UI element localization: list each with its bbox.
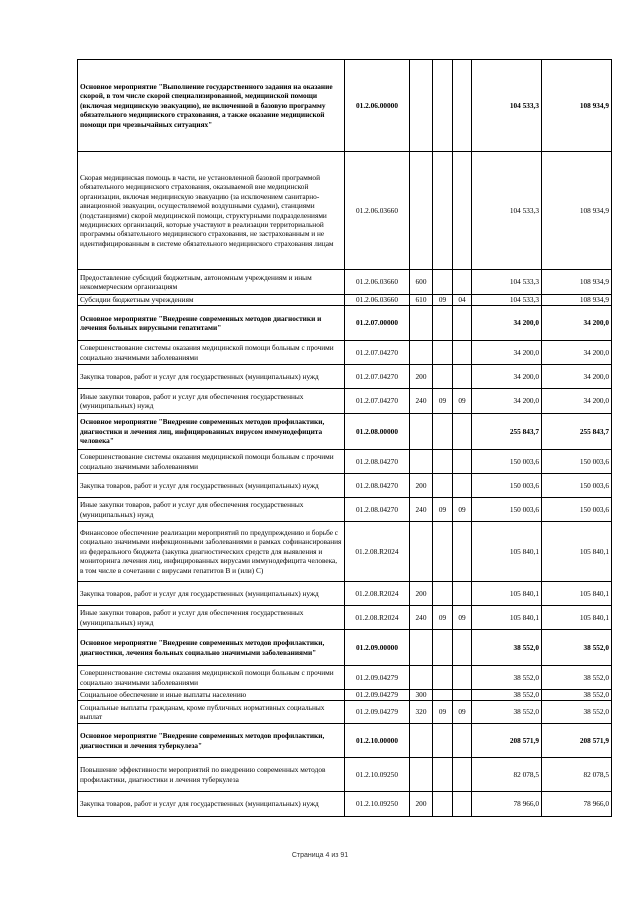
rz-cell xyxy=(433,306,453,341)
sum-2026-cell: 208 571,9 xyxy=(542,724,612,758)
pr-cell xyxy=(453,365,472,389)
table-row xyxy=(78,450,612,474)
sum-2026-cell: 108 934,9 xyxy=(542,270,612,295)
main-activity-row xyxy=(78,724,612,758)
sum-2026-cell: 150 003,6 xyxy=(542,498,612,522)
vr-cell xyxy=(410,306,433,341)
sum-2026-cell: 38 552,0 xyxy=(542,690,612,701)
vr-cell: 300 xyxy=(410,690,433,701)
name-cell: Основное мероприятие "Внедрение современных методов диагностики и лечения больных вирусными гепатитами" xyxy=(78,306,345,341)
rz-cell xyxy=(433,152,453,270)
pr-cell xyxy=(453,306,472,341)
table-row xyxy=(78,341,612,365)
sum-2026-cell: 150 003,6 xyxy=(542,474,612,498)
code-cell: 01.2.06.00000 xyxy=(345,60,410,152)
pr-cell xyxy=(453,690,472,701)
main-activity-row xyxy=(78,630,612,666)
sum-2026-cell: 34 200,0 xyxy=(542,365,612,389)
rz-cell xyxy=(433,365,453,389)
vr-cell: 200 xyxy=(410,474,433,498)
sum-2026-cell: 255 843,7 xyxy=(542,414,612,450)
sum-2025-cell: 38 552,0 xyxy=(472,701,542,724)
code-cell: 01.2.10.09250 xyxy=(345,792,410,817)
sum-2025-cell: 34 200,0 xyxy=(472,389,542,414)
pr-cell xyxy=(453,724,472,758)
name-cell: Закупка товаров, работ и услуг для государственных (муниципальных) нужд xyxy=(78,792,345,817)
sum-2025-cell: 208 571,9 xyxy=(472,724,542,758)
code-cell: 01.2.08.04270 xyxy=(345,498,410,522)
rz-cell xyxy=(433,341,453,365)
table-body xyxy=(78,60,612,817)
rz-cell xyxy=(433,690,453,701)
vr-cell xyxy=(410,758,433,792)
pr-cell xyxy=(453,450,472,474)
name-cell: Закупка товаров, работ и услуг для государственных (муниципальных) нужд xyxy=(78,582,345,606)
table-row xyxy=(78,389,612,414)
pr-cell xyxy=(453,270,472,295)
sum-2026-cell: 108 934,9 xyxy=(542,60,612,152)
vr-cell xyxy=(410,341,433,365)
rz-cell xyxy=(433,270,453,295)
pr-cell xyxy=(453,792,472,817)
sum-2025-cell: 78 966,0 xyxy=(472,792,542,817)
code-cell: 01.2.06.03660 xyxy=(345,152,410,270)
rz-cell xyxy=(433,792,453,817)
name-cell: Основное мероприятие "Выполнение государственного задания на оказание скорой, в том числе скорой специализированной, медицинской помощи (включая медицинскую эвакуацию), не включенной в базовую программу обязательного медицинского страхования, а также оказание медицинской помощи при чрезвычайных ситуациях" xyxy=(78,60,345,152)
sum-2025-cell: 150 003,6 xyxy=(472,474,542,498)
vr-cell: 240 xyxy=(410,606,433,630)
name-cell: Иные закупки товаров, работ и услуг для обеспечения государственных (муниципальных) нужд xyxy=(78,389,345,414)
code-cell: 01.2.08.00000 xyxy=(345,414,410,450)
name-cell: Субсидии бюджетным учреждениям xyxy=(78,295,345,306)
sum-2026-cell: 105 840,1 xyxy=(542,582,612,606)
sum-2025-cell: 105 840,1 xyxy=(472,582,542,606)
code-cell: 01.2.07.00000 xyxy=(345,306,410,341)
pr-cell xyxy=(453,758,472,792)
rz-cell xyxy=(433,474,453,498)
pr-cell xyxy=(453,60,472,152)
pr-cell xyxy=(453,630,472,666)
sum-2025-cell: 150 003,6 xyxy=(472,498,542,522)
table-row xyxy=(78,701,612,724)
sum-2026-cell: 108 934,9 xyxy=(542,152,612,270)
sum-2026-cell: 82 078,5 xyxy=(542,758,612,792)
name-cell: Закупка товаров, работ и услуг для государственных (муниципальных) нужд xyxy=(78,365,345,389)
rz-cell xyxy=(433,450,453,474)
name-cell: Иные закупки товаров, работ и услуг для обеспечения государственных (муниципальных) нужд xyxy=(78,498,345,522)
name-cell: Закупка товаров, работ и услуг для государственных (муниципальных) нужд xyxy=(78,474,345,498)
sum-2025-cell: 105 840,1 xyxy=(472,522,542,582)
vr-cell: 240 xyxy=(410,498,433,522)
name-cell: Совершенствование системы оказания медицинской помощи больным с прочими социально значимыми заболеваниями xyxy=(78,450,345,474)
rz-cell: 09 xyxy=(433,701,453,724)
rz-cell: 09 xyxy=(433,389,453,414)
main-activity-row xyxy=(78,414,612,450)
vr-cell xyxy=(410,522,433,582)
sum-2026-cell: 34 200,0 xyxy=(542,341,612,365)
sum-2026-cell: 108 934,9 xyxy=(542,295,612,306)
sum-2025-cell: 34 200,0 xyxy=(472,365,542,389)
code-cell: 01.2.06.03660 xyxy=(345,270,410,295)
sum-2025-cell: 104 533,3 xyxy=(472,152,542,270)
vr-cell: 610 xyxy=(410,295,433,306)
table-row xyxy=(78,295,612,306)
table-row xyxy=(78,365,612,389)
rz-cell: 09 xyxy=(433,606,453,630)
vr-cell xyxy=(410,60,433,152)
vr-cell xyxy=(410,450,433,474)
vr-cell xyxy=(410,724,433,758)
sum-2025-cell: 38 552,0 xyxy=(472,690,542,701)
code-cell: 01.2.09.00000 xyxy=(345,630,410,666)
vr-cell: 600 xyxy=(410,270,433,295)
vr-cell xyxy=(410,152,433,270)
name-cell: Повышение эффективности мероприятий по внедрению современных методов профилактики, диагностики и лечения туберкулеза xyxy=(78,758,345,792)
table-row xyxy=(78,522,612,582)
sum-2026-cell: 34 200,0 xyxy=(542,306,612,341)
pr-cell: 09 xyxy=(453,498,472,522)
code-cell: 01.2.08.R2024 xyxy=(345,522,410,582)
rz-cell xyxy=(433,582,453,606)
pr-cell xyxy=(453,152,472,270)
sum-2025-cell: 104 533,3 xyxy=(472,270,542,295)
pr-cell: 09 xyxy=(453,389,472,414)
name-cell: Социальные выплаты гражданам, кроме публичных нормативных социальных выплат xyxy=(78,701,345,724)
table-row xyxy=(78,474,612,498)
name-cell: Основное мероприятие "Внедрение современных методов профилактики, диагностики, лечения больных социально значимыми заболеваниями" xyxy=(78,630,345,666)
name-cell: Скорая медицинская помощь в части, не установленной базовой программой обязательного медицинского страхования, оказываемой вне медицинской организации, включая медицинскую эвакуацию (за исключением санитарно-авиационной эвакуации, осуществляемой воздушными судами), станциями (подстанциями) скорой медицинской помощи, структурными подразделениями медицинских организаций, которые участвуют в реализации территориальной программы обязательного медицинского страхования, не застрахованным и не идентифицированным в системе обязательного медицинского страхования лицам xyxy=(78,152,345,270)
name-cell: Финансовое обеспечение реализации мероприятий по предупреждению и борьбе с социально значимыми инфекционными заболеваниями в рамках софинансирования из федерального бюджета (закупка диагностических средств для выявления и мониторинга лечения лиц, инфицированных вирусами иммунодефицита человека, в том числе в сочетании с вирусами гепатитов B и (или) C) xyxy=(78,522,345,582)
code-cell: 01.2.10.00000 xyxy=(345,724,410,758)
rz-cell xyxy=(433,60,453,152)
name-cell: Совершенствование системы оказания медицинской помощи больным с прочими социально значимыми заболеваниями xyxy=(78,341,345,365)
pr-cell xyxy=(453,341,472,365)
budget-table xyxy=(77,59,612,817)
sum-2026-cell: 105 840,1 xyxy=(542,522,612,582)
code-cell: 01.2.09.04279 xyxy=(345,690,410,701)
sum-2025-cell: 82 078,5 xyxy=(472,758,542,792)
table-row xyxy=(78,270,612,295)
name-cell: Социальное обеспечение и иные выплаты населению xyxy=(78,690,345,701)
code-cell: 01.2.10.09250 xyxy=(345,758,410,792)
sum-2026-cell: 78 966,0 xyxy=(542,792,612,817)
vr-cell: 200 xyxy=(410,792,433,817)
code-cell: 01.2.07.04270 xyxy=(345,341,410,365)
sum-2025-cell: 38 552,0 xyxy=(472,630,542,666)
sum-2025-cell: 34 200,0 xyxy=(472,341,542,365)
sum-2026-cell: 150 003,6 xyxy=(542,450,612,474)
table-row xyxy=(78,792,612,817)
code-cell: 01.2.07.04270 xyxy=(345,389,410,414)
name-cell: Предоставление субсидий бюджетным, автономным учреждениям и иным некоммерческим организациям xyxy=(78,270,345,295)
table-row xyxy=(78,758,612,792)
sum-2025-cell: 150 003,6 xyxy=(472,450,542,474)
sum-2026-cell: 38 552,0 xyxy=(542,630,612,666)
rz-cell xyxy=(433,522,453,582)
code-cell: 01.2.08.R2024 xyxy=(345,582,410,606)
pr-cell: 04 xyxy=(453,295,472,306)
code-cell: 01.2.09.04279 xyxy=(345,666,410,690)
table-row xyxy=(78,606,612,630)
rz-cell xyxy=(433,630,453,666)
name-cell: Иные закупки товаров, работ и услуг для обеспечения государственных (муниципальных) нужд xyxy=(78,606,345,630)
name-cell: Совершенствование системы оказания медицинской помощи больным с прочими социально значимыми заболеваниями xyxy=(78,666,345,690)
pr-cell: 09 xyxy=(453,606,472,630)
sum-2026-cell: 105 840,1 xyxy=(542,606,612,630)
sum-2025-cell: 104 533,3 xyxy=(472,60,542,152)
name-cell: Основное мероприятие "Внедрение современных методов профилактики, диагностики и лечения туберкулеза" xyxy=(78,724,345,758)
main-activity-row xyxy=(78,60,612,152)
table-row xyxy=(78,666,612,690)
code-cell: 01.2.06.03660 xyxy=(345,295,410,306)
pr-cell xyxy=(453,522,472,582)
table-row xyxy=(78,690,612,701)
sum-2026-cell: 34 200,0 xyxy=(542,389,612,414)
vr-cell xyxy=(410,414,433,450)
pr-cell xyxy=(453,582,472,606)
vr-cell xyxy=(410,630,433,666)
code-cell: 01.2.07.04270 xyxy=(345,365,410,389)
main-activity-row xyxy=(78,306,612,341)
rz-cell: 09 xyxy=(433,295,453,306)
rz-cell xyxy=(433,414,453,450)
rz-cell xyxy=(433,758,453,792)
sum-2025-cell: 255 843,7 xyxy=(472,414,542,450)
table-row xyxy=(78,152,612,270)
sum-2026-cell: 38 552,0 xyxy=(542,666,612,690)
sum-2026-cell: 38 552,0 xyxy=(542,701,612,724)
pr-cell xyxy=(453,666,472,690)
sum-2025-cell: 104 533,3 xyxy=(472,295,542,306)
rz-cell xyxy=(433,724,453,758)
vr-cell: 200 xyxy=(410,582,433,606)
name-cell: Основное мероприятие "Внедрение современных методов профилактики, диагностики и лечения лиц, инфицированных вирусом иммунодефицита человека" xyxy=(78,414,345,450)
rz-cell: 09 xyxy=(433,498,453,522)
page-number: Страница 4 из 91 xyxy=(291,852,349,859)
table-row xyxy=(78,582,612,606)
code-cell: 01.2.08.04270 xyxy=(345,474,410,498)
pr-cell xyxy=(453,414,472,450)
code-cell: 01.2.08.04270 xyxy=(345,450,410,474)
code-cell: 01.2.08.R2024 xyxy=(345,606,410,630)
vr-cell: 200 xyxy=(410,365,433,389)
rz-cell xyxy=(433,666,453,690)
vr-cell: 320 xyxy=(410,701,433,724)
pr-cell xyxy=(453,474,472,498)
pr-cell: 09 xyxy=(453,701,472,724)
sum-2025-cell: 38 552,0 xyxy=(472,666,542,690)
vr-cell: 240 xyxy=(410,389,433,414)
code-cell: 01.2.09.04279 xyxy=(345,701,410,724)
sum-2025-cell: 34 200,0 xyxy=(472,306,542,341)
vr-cell xyxy=(410,666,433,690)
sum-2025-cell: 105 840,1 xyxy=(472,606,542,630)
table-row xyxy=(78,498,612,522)
